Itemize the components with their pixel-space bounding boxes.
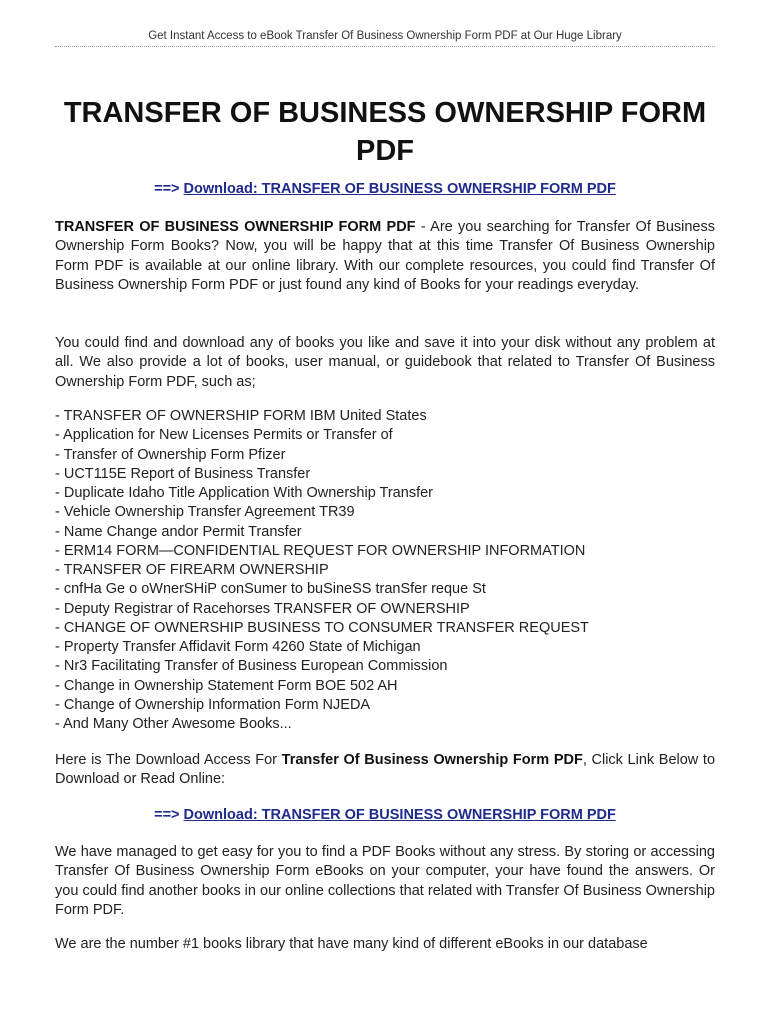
list-item: - Transfer of Ownership Form Pfizer — [55, 446, 286, 463]
download-arrow: ==> — [154, 807, 180, 823]
download-link-top[interactable]: Download: TRANSFER OF BUSINESS OWNERSHIP FORM PDF — [183, 181, 616, 197]
intro-bold-title: TRANSFER OF BUSINESS OWNERSHIP FORM PDF — [55, 219, 416, 235]
download-link-bottom[interactable]: Download: TRANSFER OF BUSINESS OWNERSHIP FORM PDF — [183, 807, 616, 823]
books-paragraph: You could find and download any of books you like and save it into your disk without any problem at all. We also provide a lot of books, user manual, or guidebook that related to Transfer Of Business Ownership Form PDF, such as; — [55, 335, 715, 390]
download-line-top — [0, 181, 770, 197]
access-bold-title: Transfer Of Business Ownership Form PDF — [281, 752, 583, 768]
list-item: - Vehicle Ownership Transfer Agreement TR39 — [55, 504, 355, 521]
list-item: - Change in Ownership Statement Form BOE 502 AH — [55, 677, 398, 694]
related-books-list — [55, 407, 735, 734]
list-item: - TRANSFER OF FIREARM OWNERSHIP — [55, 562, 329, 578]
ebooks-paragraph: We have managed to get easy for you to find a PDF Books without any stress. By storing or accessing Transfer Of Business Ownership Form eBooks on your computer, your have found the answers. Or you could find another books in our online collections that related with Transfer Of Business Ownership Form PDF. — [55, 844, 715, 918]
list-item: - Application for New Licenses Permits or Transfer of — [55, 427, 393, 444]
list-item: - Property Transfer Affidavit Form 4260 State of Michigan — [55, 639, 421, 655]
list-item: - Name Change andor Permit Transfer — [55, 523, 302, 540]
intro-text: - Are you searching for Transfer Of Business Ownership Form Books? Now, you will be happy that at this time Transfer Of Business Ownership Form PDF is available at our online library. With our complete resources, you could find Transfer Of Business Ownership Form PDF or just found any kind of Books for your readings everyday. — [55, 219, 715, 293]
list-item: - UCT115E Report of Business Transfer — [55, 465, 311, 482]
list-item: - Deputy Registrar of Racehorses TRANSFER OF OWNERSHIP — [55, 600, 470, 617]
download-line-bottom — [0, 807, 770, 823]
intro-paragraph — [55, 218, 715, 295]
list-item: - CHANGE OF OWNERSHIP BUSINESS TO CONSUMER TRANSFER REQUEST — [55, 619, 589, 636]
list-item: - TRANSFER OF OWNERSHIP FORM IBM United States — [55, 408, 427, 424]
access-paragraph — [55, 751, 715, 790]
list-item: - Duplicate Idaho Title Application With Ownership Transfer — [55, 485, 433, 501]
access-text-pre: Here is The Download Access For — [55, 752, 282, 768]
header-divider — [55, 46, 715, 47]
list-item: - cnfHa Ge o oWnerSHiP conSumer to buSineSS tranSfer reque St — [55, 581, 486, 598]
list-item: - And Many Other Awesome Books... — [55, 716, 292, 732]
list-item: - Nr3 Facilitating Transfer of Business European Commission — [55, 658, 448, 675]
download-arrow: ==> — [154, 181, 180, 197]
access-text-post: , Click Link Below to Download or Read Online: — [55, 752, 716, 788]
list-item: - Change of Ownership Information Form NJEDA — [55, 696, 371, 713]
library-paragraph: We are the number #1 books library that have many kind of different eBooks in our database — [55, 936, 648, 952]
page-title: TRANSFER OF BUSINESS OWNERSHIP FORM PDF — [63, 97, 707, 167]
list-item: - ERM14 FORM—CONFIDENTIAL REQUEST FOR OWNERSHIP INFORMATION — [55, 542, 586, 559]
page-header: Get Instant Access to eBook Transfer Of Business Ownership Form PDF at Our Huge Library — [148, 30, 622, 42]
